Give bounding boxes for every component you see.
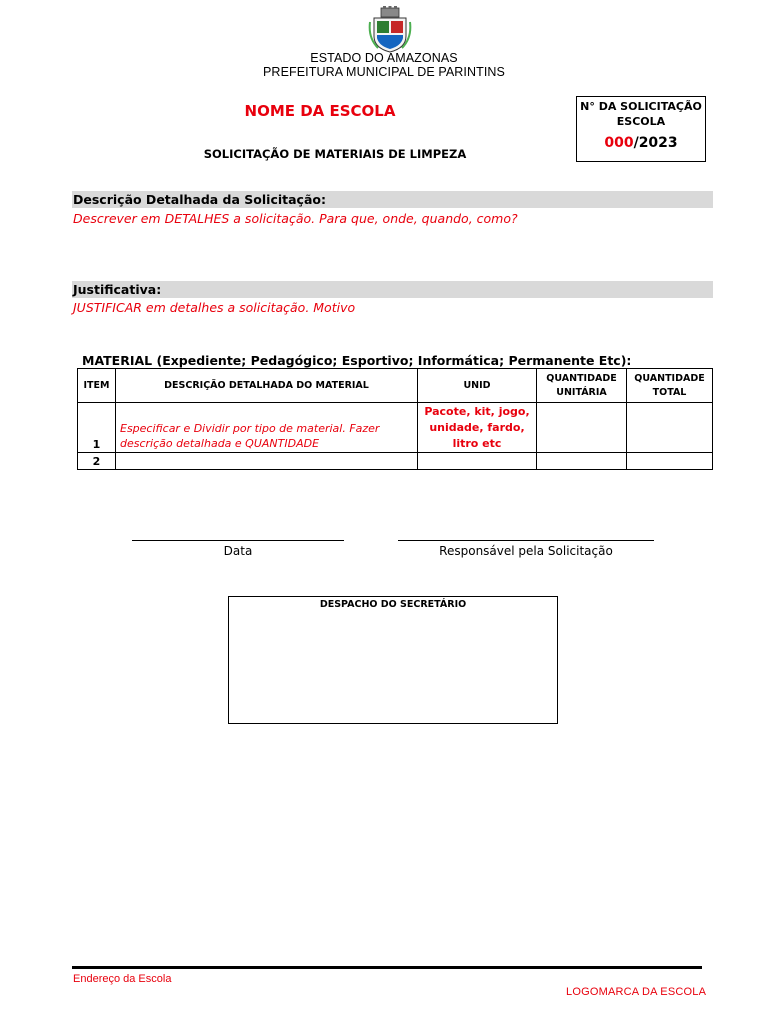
request-number-value: 000 bbox=[604, 135, 634, 151]
request-number-label-2: ESCOLA bbox=[616, 115, 666, 128]
responsible-signature-line bbox=[398, 540, 654, 541]
column-header-unit: UNID bbox=[418, 369, 537, 403]
table-header-row bbox=[78, 369, 713, 403]
row-description: Especificar e Dividir por tipo de material. Fazer descrição detalhada e QUANTIDADE bbox=[116, 403, 418, 453]
form-title: SOLICITAÇÃO DE MATERIAIS DE LIMPEZA bbox=[203, 147, 467, 161]
municipality-name: PREFEITURA MUNICIPAL DE PARINTINS bbox=[263, 65, 505, 79]
description-label: Descrição Detalhada da Solicitação: bbox=[73, 192, 326, 207]
school-address: Endereço da Escola bbox=[73, 973, 172, 985]
table-row bbox=[78, 403, 713, 453]
row-total-quantity bbox=[627, 453, 713, 470]
justification-header-bar bbox=[72, 281, 713, 298]
row-item-number: 1 bbox=[78, 403, 116, 453]
request-number-year: /2023 bbox=[633, 135, 678, 151]
column-header-total-quantity: QUANTIDADE TOTAL bbox=[627, 369, 713, 403]
row-item-number: 2 bbox=[78, 453, 116, 470]
justification-text: JUSTIFICAR em detalhes a solicitação. Motivo bbox=[73, 300, 356, 315]
request-number bbox=[577, 135, 705, 151]
footer-divider bbox=[72, 966, 702, 969]
row-unit-quantity bbox=[537, 403, 627, 453]
coat-of-arms-icon bbox=[368, 6, 412, 54]
column-header-unit-quantity: QUANTIDADE UNITÁRIA bbox=[537, 369, 627, 403]
request-number-box bbox=[576, 96, 706, 162]
school-logo-placeholder: LOGOMARCA DA ESCOLA bbox=[566, 986, 707, 998]
date-label: Data bbox=[223, 544, 253, 558]
date-signature-line bbox=[132, 540, 344, 541]
materials-table bbox=[77, 368, 713, 470]
materials-title: MATERIAL (Expediente; Pedagógico; Esportivo; Informática; Permanente Etc): bbox=[82, 353, 632, 368]
school-name: NOME DA ESCOLA bbox=[244, 102, 396, 120]
justification-label: Justificativa: bbox=[73, 282, 162, 297]
table-row bbox=[78, 453, 713, 470]
description-header-bar bbox=[72, 191, 713, 208]
row-description bbox=[116, 453, 418, 470]
row-unit bbox=[418, 453, 537, 470]
row-total-quantity bbox=[627, 403, 713, 453]
request-number-label-1: N° DA SOLICITAÇÃO bbox=[580, 100, 702, 113]
secretary-dispatch-title: DESPACHO DO SECRETÁRIO bbox=[319, 599, 467, 610]
description-text: Descrever em DETALHES a solicitação. Para que, onde, quando, como? bbox=[73, 211, 518, 226]
row-unit: Pacote, kit, jogo, unidade, fardo, litro etc bbox=[418, 403, 537, 453]
row-unit-quantity bbox=[537, 453, 627, 470]
column-header-description: DESCRIÇÃO DETALHADA DO MATERIAL bbox=[116, 369, 418, 403]
state-name: ESTADO DO AMAZONAS bbox=[310, 51, 458, 65]
column-header-item: ITEM bbox=[78, 369, 116, 403]
secretary-dispatch-box bbox=[228, 596, 558, 724]
responsible-label: Responsável pela Solicitação bbox=[439, 544, 613, 558]
